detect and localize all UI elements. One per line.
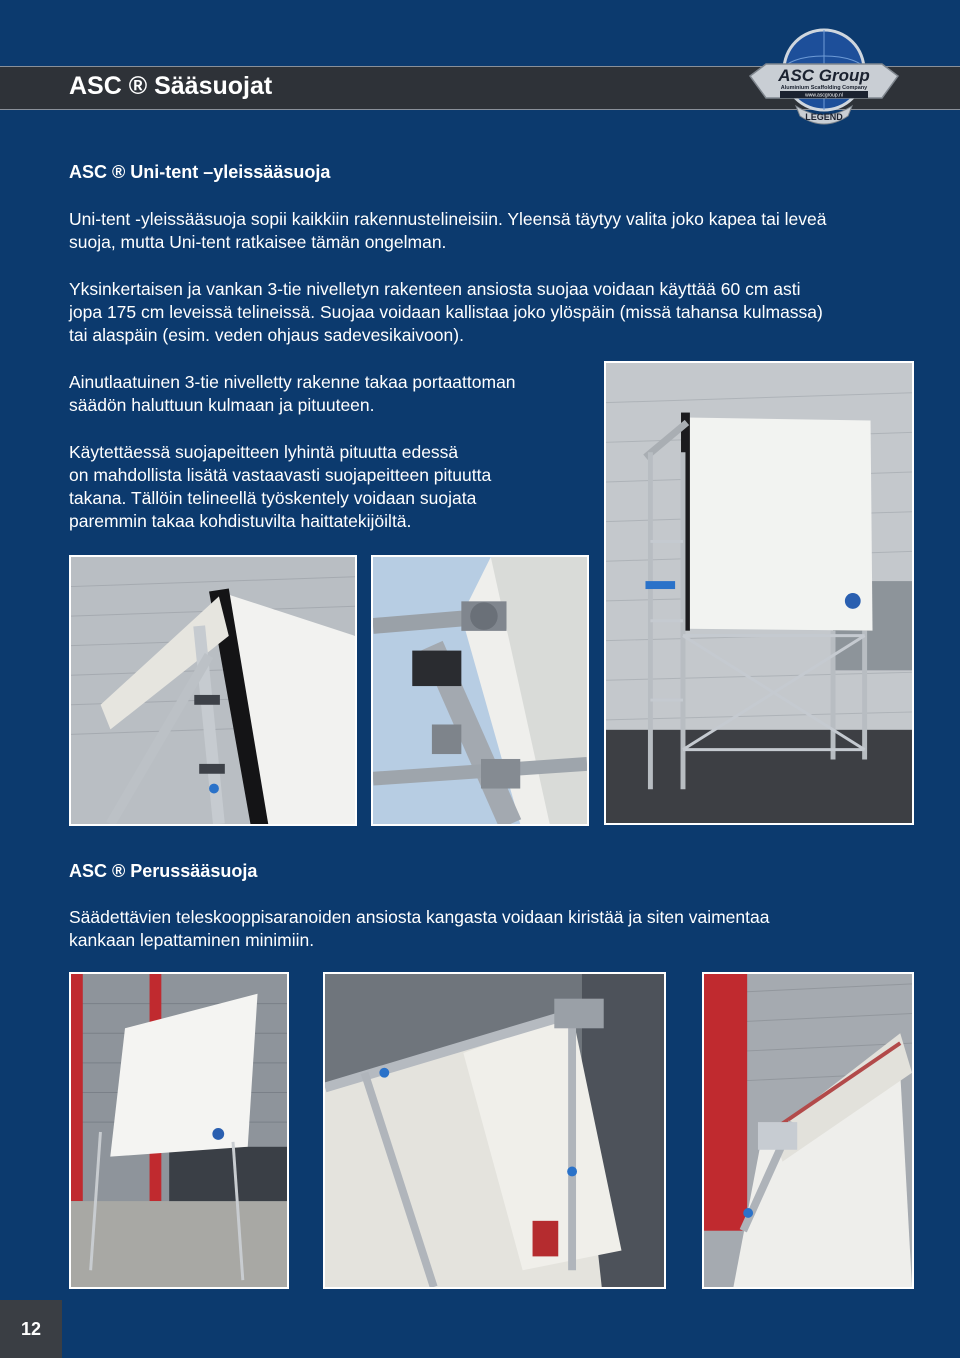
page-title: ASC ® Sääsuojat bbox=[69, 72, 273, 100]
section1-paragraph-2: Yksinkertaisen ja vankan 3-tie nivelletyn rakenteen ansiosta suojaa voidaan käyttää 60 cm asti jopa 175 cm leveissä telineissä. Suojaa voidaan kallistaa joko ylöspäin (missä tahansa kulmassa) tai alaspäin (esim. veden ohjaus sadevesikaivoon). bbox=[69, 279, 823, 345]
logo-url: www.ascgroup.nl bbox=[805, 92, 843, 99]
logo-tagline: Aluminium Scaffolding Company bbox=[780, 85, 868, 91]
page-number: 12 bbox=[20, 1318, 42, 1339]
section1-paragraph-4: Käytettäessä suojapeitteen lyhintä pituutta edessä on mahdollista lisätä vastaavasti suojapeitteen pituutta takana. Tällöin telineellä työskentely voidaan suojata paremmin takaa kohdistuvilta haittatekijöiltä. bbox=[69, 442, 492, 531]
photo-unitent-corner bbox=[69, 555, 357, 826]
photo-unitent-clamp bbox=[371, 555, 589, 826]
section1-paragraph-1: Uni-tent -yleissääsuoja sopii kaikkiin rakennustelineisiin. Yleensä täytyy valita joko kapea tai leveä suoja, mutta Uni-tent ratkaisee tämän ongelman. bbox=[69, 209, 827, 252]
photo-basic-tent-telescope bbox=[323, 972, 666, 1289]
section2-heading: ASC ® Perussääsuoja bbox=[69, 861, 258, 881]
photo-basic-tent-hinge bbox=[702, 972, 914, 1289]
page-number-box bbox=[0, 1300, 62, 1358]
section1-heading: ASC ® Uni-tent –yleissääsuoja bbox=[69, 162, 331, 182]
asc-group-logo bbox=[746, 26, 902, 134]
logo-badge: LEGEND bbox=[805, 112, 843, 122]
section2-paragraph-1: Säädettävien teleskooppisaranoiden ansiosta kangasta voidaan kiristää ja siten vaimentaa kankaan lepattaminen minimiin. bbox=[69, 907, 770, 950]
photo-unitent-scaffold bbox=[604, 361, 914, 825]
section1-paragraph-3: Ainutlaatuinen 3-tie nivelletty rakenne takaa portaattoman säädön haluttuun kulmaan ja pituuteen. bbox=[69, 372, 516, 415]
photo-basic-tent-building bbox=[69, 972, 289, 1289]
logo-brand: ASC Group bbox=[778, 66, 870, 85]
